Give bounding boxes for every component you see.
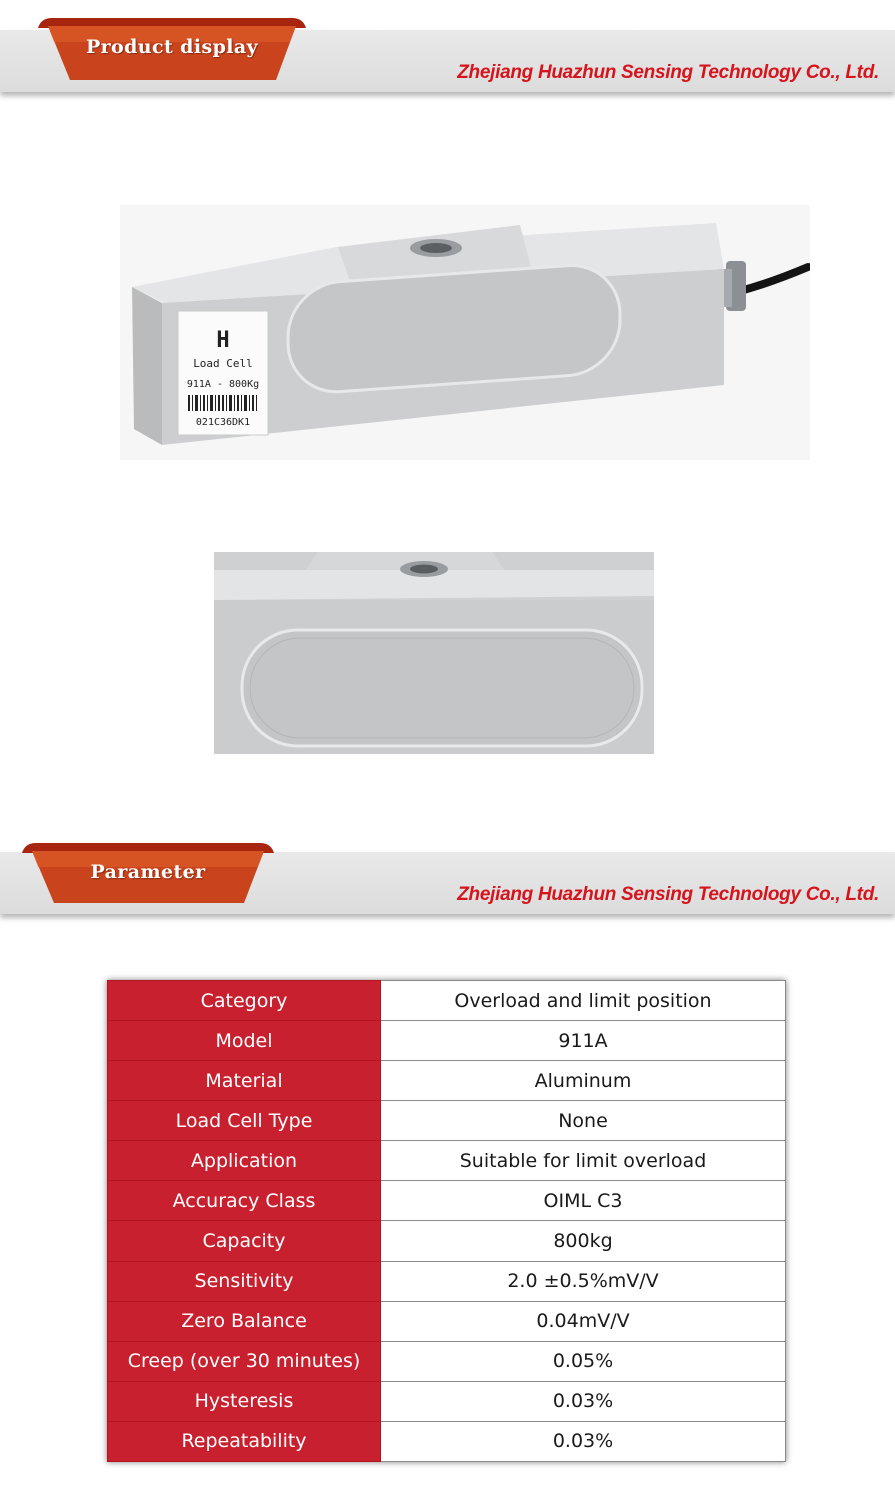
param-value: 0.04mV/V — [381, 1301, 786, 1341]
table-row — [108, 1221, 786, 1261]
section-tab-parameter — [22, 843, 274, 913]
section-tab-product-display — [38, 18, 306, 88]
param-value: OIML C3 — [381, 1181, 786, 1221]
param-value: 0.03% — [381, 1421, 786, 1461]
param-value: 0.03% — [381, 1381, 786, 1421]
table-row — [108, 1261, 786, 1301]
section-title: Product display — [85, 36, 259, 58]
param-key: Capacity — [108, 1221, 381, 1261]
label-serial: 021C36DK1 — [195, 417, 251, 428]
table-row — [108, 1181, 786, 1221]
table-row — [108, 1301, 786, 1341]
label-logo: H — [216, 328, 230, 353]
param-value: Suitable for limit overload — [381, 1141, 786, 1181]
param-value: Overload and limit position — [381, 981, 786, 1021]
param-key: Accuracy Class — [108, 1181, 381, 1221]
param-value: 800kg — [381, 1221, 786, 1261]
table-row — [108, 1341, 786, 1381]
param-key: Creep (over 30 minutes) — [108, 1341, 381, 1381]
param-value: None — [381, 1101, 786, 1141]
table-row — [108, 1381, 786, 1421]
table-row — [108, 1021, 786, 1061]
param-key: Application — [108, 1141, 381, 1181]
param-key: Material — [108, 1061, 381, 1101]
param-value: 0.05% — [381, 1341, 786, 1381]
param-value: Aluminum — [381, 1061, 786, 1101]
table-row — [108, 981, 786, 1021]
param-key: Model — [108, 1021, 381, 1061]
param-value: 2.0 ±0.5%mV/V — [381, 1261, 786, 1301]
section-title: Parameter — [90, 861, 206, 883]
param-value: 911A — [381, 1021, 786, 1061]
table-row — [108, 1141, 786, 1181]
param-key: Hysteresis — [108, 1381, 381, 1421]
param-key: Repeatability — [108, 1421, 381, 1461]
company-name: Zhejiang Huazhun Sensing Technology Co., Ltd. — [457, 884, 879, 905]
table-row — [108, 1421, 786, 1461]
table-row — [108, 1101, 786, 1141]
product-photo-full — [120, 205, 810, 460]
param-key: Load Cell Type — [108, 1101, 381, 1141]
product-photo-closeup — [214, 552, 654, 754]
label-model: 911A - 800Kg — [186, 379, 260, 390]
param-key: Category — [108, 981, 381, 1021]
parameter-table — [107, 980, 786, 1462]
param-key: Sensitivity — [108, 1261, 381, 1301]
label-name: Load Cell — [193, 357, 253, 370]
company-name: Zhejiang Huazhun Sensing Technology Co., Ltd. — [457, 62, 879, 83]
table-row — [108, 1061, 786, 1101]
param-key: Zero Balance — [108, 1301, 381, 1341]
